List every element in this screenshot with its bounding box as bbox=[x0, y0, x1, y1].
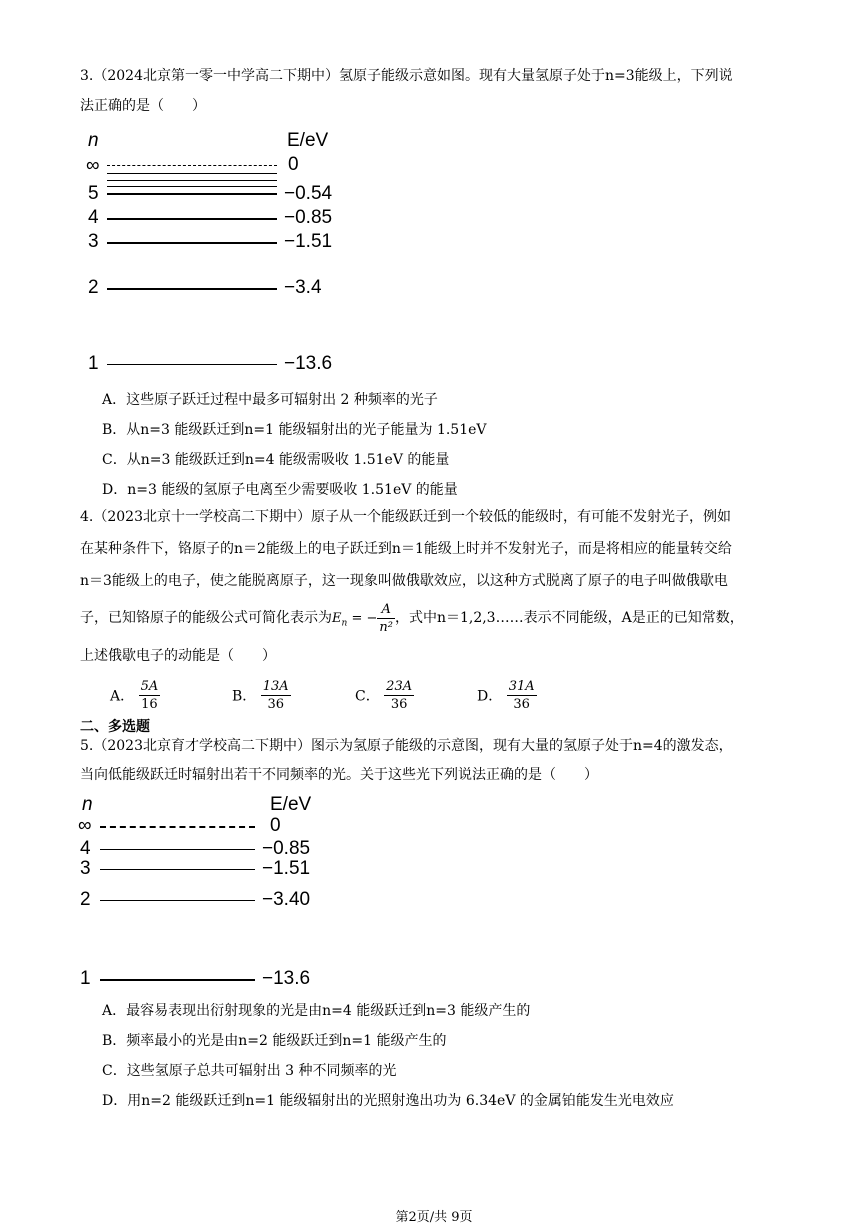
q5-option-c: C．这些氢原子总共可辐射出 3 种不同频率的光 bbox=[102, 1063, 397, 1079]
q4-option-b-den: 36 bbox=[267, 697, 284, 712]
q5-level-2-line bbox=[100, 900, 255, 901]
q5-level-3-n: 3 bbox=[80, 858, 91, 879]
q5-level-3-e: −1.51 bbox=[262, 858, 311, 879]
q4-option-d-den: 36 bbox=[513, 697, 530, 712]
q5-level-4-n: 4 bbox=[80, 838, 91, 859]
q4-option-b-label: B． bbox=[232, 688, 257, 705]
q5-n-header: n bbox=[82, 794, 93, 815]
q4-stem-line4 bbox=[80, 600, 744, 642]
q5-stem-line2: 当向低能级跃迁时辐射出若干不同频率的光。关于这些光下列说法正确的是（ ） bbox=[80, 767, 598, 783]
q5-option-b: B．频率最小的光是由n=2 能级跃迁到n=1 能级产生的 bbox=[102, 1033, 447, 1049]
q5-level-2-n: 2 bbox=[80, 889, 91, 910]
q3-n-header: n bbox=[88, 130, 99, 151]
q5-level-2-e: −3.40 bbox=[262, 889, 311, 910]
q3-level-3-line bbox=[107, 242, 277, 244]
q4-option-d-label: D． bbox=[477, 688, 503, 705]
q5-option-d: D．用n=2 能级跃迁到n=1 能级辐射出的光照射逸出功为 6.34eV 的金属铂能发生光电效应 bbox=[102, 1093, 674, 1109]
q3-level-inf-n: ∞ bbox=[86, 155, 100, 176]
page-footer: 第2页/共 9页 bbox=[395, 1210, 473, 1225]
q3-level-2-e: −3.4 bbox=[284, 277, 322, 298]
q4-option-d bbox=[477, 678, 537, 713]
q4-stem-line4-tail: ，式中n＝1,2,3……表示不同能级，A是正的已知常数， bbox=[394, 610, 744, 626]
section-header-multiple-choice: 二、多选题 bbox=[80, 719, 150, 735]
q5-stem-line1: 5.（2023北京育才学校高二下期中）图示为氢原子能级的示意图，现有大量的氢原子处于n=4的激发态， bbox=[80, 738, 733, 754]
q3-level-3-e: −1.51 bbox=[284, 231, 333, 252]
q3-level-4-e: −0.85 bbox=[284, 207, 333, 228]
q5-level-1-line bbox=[100, 979, 255, 981]
q4-option-a-num: 5A bbox=[140, 679, 159, 694]
q3-option-b: B．从n=3 能级跃迁到n=1 能级辐射出的光子能量为 1.51eV bbox=[102, 422, 487, 438]
q3-option-c: C．从n=3 能级跃迁到n=4 能级需吸收 1.51eV 的能量 bbox=[102, 452, 450, 468]
q3-level-2-n: 2 bbox=[88, 277, 99, 298]
q3-level-3-n: 3 bbox=[88, 231, 99, 252]
q3-level-inf-line bbox=[107, 165, 277, 166]
q4-option-c-label: C． bbox=[355, 688, 380, 705]
q4-stem-line4-text: 子，已知铬原子的能级公式可简化表示为 bbox=[80, 610, 332, 626]
q3-level-inf-e: 0 bbox=[288, 154, 299, 175]
q4-option-b bbox=[232, 678, 291, 713]
q5-level-1-n: 1 bbox=[80, 968, 91, 989]
q5-e-header: E/eV bbox=[270, 794, 312, 815]
formula-num: A bbox=[377, 601, 395, 619]
q5-option-a: A．最容易表现出衍射现象的光是由n=4 能级跃迁到n=3 能级产生的 bbox=[102, 1003, 531, 1019]
q5-level-inf-line bbox=[100, 826, 255, 828]
q4-stem-line2: 在某种条件下，铬原子的n＝2能级上的电子跃迁到n＝1能级上时并不发射光子，而是将相应的能量转交给 bbox=[80, 541, 732, 557]
formula-e: E bbox=[332, 611, 342, 626]
q5-level-1-e: −13.6 bbox=[262, 968, 311, 989]
q3-level-1-line bbox=[107, 364, 277, 365]
q5-level-3-line bbox=[100, 869, 255, 870]
q3-level-5-line bbox=[107, 193, 277, 195]
q3-option-d: D．n=3 能级的氢原子电离至少需要吸收 1.51eV 的能量 bbox=[102, 482, 458, 498]
q3-level-4-n: 4 bbox=[88, 207, 99, 228]
q3-level-1-n: 1 bbox=[88, 353, 99, 374]
q3-stem-line2: 法正确的是（ ） bbox=[80, 98, 206, 114]
q4-option-c bbox=[355, 678, 414, 713]
q3-level-2-line bbox=[107, 288, 277, 290]
q4-option-c-fraction bbox=[384, 678, 414, 713]
q3-stem-line1: 3.（2024北京第一零一中学高二下期中）氢原子能级示意如图。现有大量氢原子处于n=3能级上，下列说 bbox=[80, 68, 733, 84]
formula-sub: n bbox=[341, 618, 348, 629]
q4-stem-line3: n＝3能级上的电子，使之能脱离原子，这一现象叫做俄歇效应，以这种方式脱离了原子的电子叫做俄歇电 bbox=[80, 573, 728, 589]
formula-eq: = − bbox=[351, 611, 378, 626]
q4-option-d-fraction bbox=[507, 678, 537, 713]
q3-level-high-line bbox=[107, 186, 277, 187]
q4-stem-line5: 上述俄歇电子的动能是（ ） bbox=[80, 648, 276, 664]
q5-level-inf-n: ∞ bbox=[78, 815, 92, 836]
q4-stem-line1: 4.（2023北京十一学校高二下期中）原子从一个能级跃迁到一个较低的能级时，有可能不发射光子，例如 bbox=[80, 509, 731, 525]
q5-level-4-line bbox=[100, 849, 255, 850]
q3-level-5-e: −0.54 bbox=[284, 183, 333, 204]
q4-option-b-fraction bbox=[261, 678, 291, 713]
formula-den: n² bbox=[379, 620, 393, 635]
q4-option-c-num: 23A bbox=[386, 679, 413, 694]
q4-option-a-den: 16 bbox=[141, 697, 158, 712]
q4-formula bbox=[332, 602, 395, 635]
q3-level-5-n: 5 bbox=[88, 183, 99, 204]
q3-option-a: A．这些原子跃迁过程中最多可辐射出 2 种频率的光子 bbox=[102, 392, 438, 408]
q4-option-a-label: A． bbox=[110, 688, 135, 705]
q4-option-a bbox=[110, 678, 160, 713]
q4-option-b-num: 13A bbox=[262, 679, 289, 694]
q4-option-c-den: 36 bbox=[390, 697, 408, 712]
q5-level-inf-e: 0 bbox=[270, 815, 281, 836]
q5-level-4-e: −0.85 bbox=[262, 838, 311, 859]
formula-fraction bbox=[377, 601, 395, 636]
q4-option-a-fraction bbox=[139, 678, 161, 713]
q3-level-high-line bbox=[107, 180, 277, 181]
q4-option-d-num: 31A bbox=[508, 679, 535, 694]
q3-e-header: E/eV bbox=[287, 130, 329, 151]
q3-level-1-e: −13.6 bbox=[284, 353, 333, 374]
q3-level-4-line bbox=[107, 218, 277, 220]
q3-level-high-line bbox=[107, 173, 277, 174]
